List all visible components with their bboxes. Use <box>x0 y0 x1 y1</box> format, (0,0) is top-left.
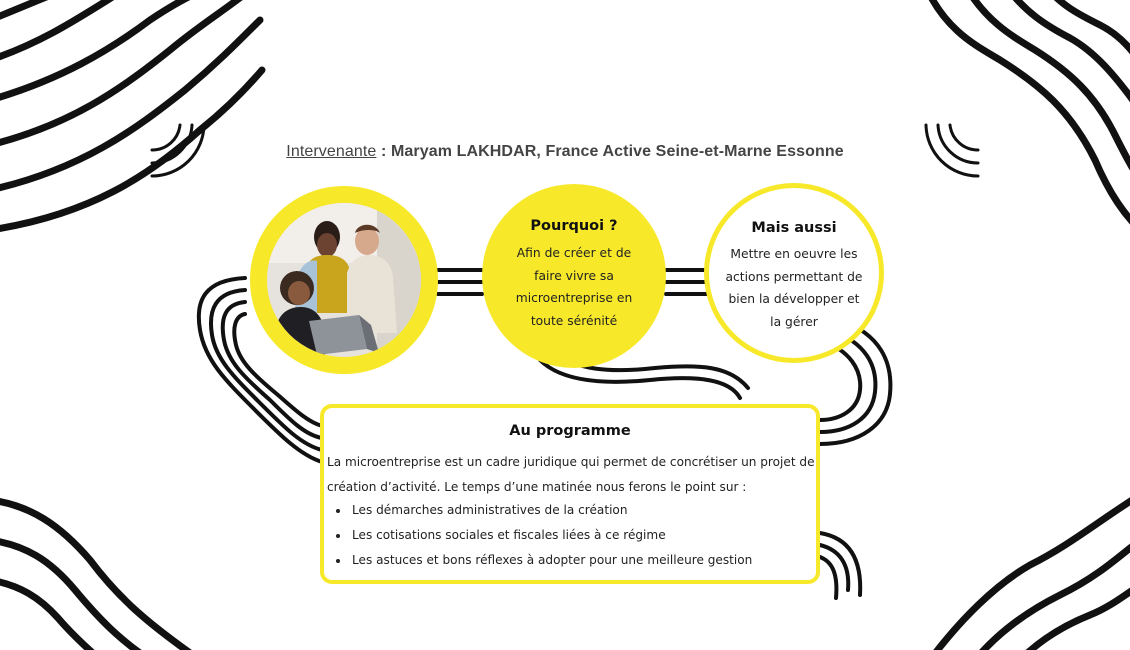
program-intro: La microentreprise est un cadre juridique qui permet de concrétiser un projet de création d’activité. Le temps d’une matinée nous ferons le point sur : <box>327 455 815 494</box>
speaker-separator: : <box>376 143 391 160</box>
speaker-line <box>0 143 1130 161</box>
program-item-cotisations: • Les cotisations sociales et fiscales liées à ce régime <box>350 523 752 548</box>
program-list <box>332 498 752 573</box>
speaker-name: Maryam LAKHDAR, France Active Seine-et-Marne Essonne <box>390 143 844 160</box>
why-title: Pourquoi ? <box>530 218 618 234</box>
also-circle <box>704 183 884 363</box>
team-photo <box>267 203 421 357</box>
team-photo-icon <box>267 203 421 357</box>
why-text: Afin de créer et de faire vivre sa microentreprise en toute sérénité <box>515 246 633 328</box>
speaker-label: Intervenante <box>286 143 377 160</box>
program-item-admin: • Les démarches administratives de la création <box>350 498 752 523</box>
photo-circle <box>250 186 438 374</box>
program-box <box>320 404 820 584</box>
why-circle <box>482 184 666 368</box>
program-item-astuces: • Les astuces et bons réflexes à adopter pour une meilleure gestion <box>350 548 752 573</box>
also-title: Mais aussi <box>751 220 837 236</box>
also-text: Mettre en oeuvre les actions permettant de bien la développer et la gérer <box>725 247 863 329</box>
program-title: Au programme <box>509 423 631 439</box>
